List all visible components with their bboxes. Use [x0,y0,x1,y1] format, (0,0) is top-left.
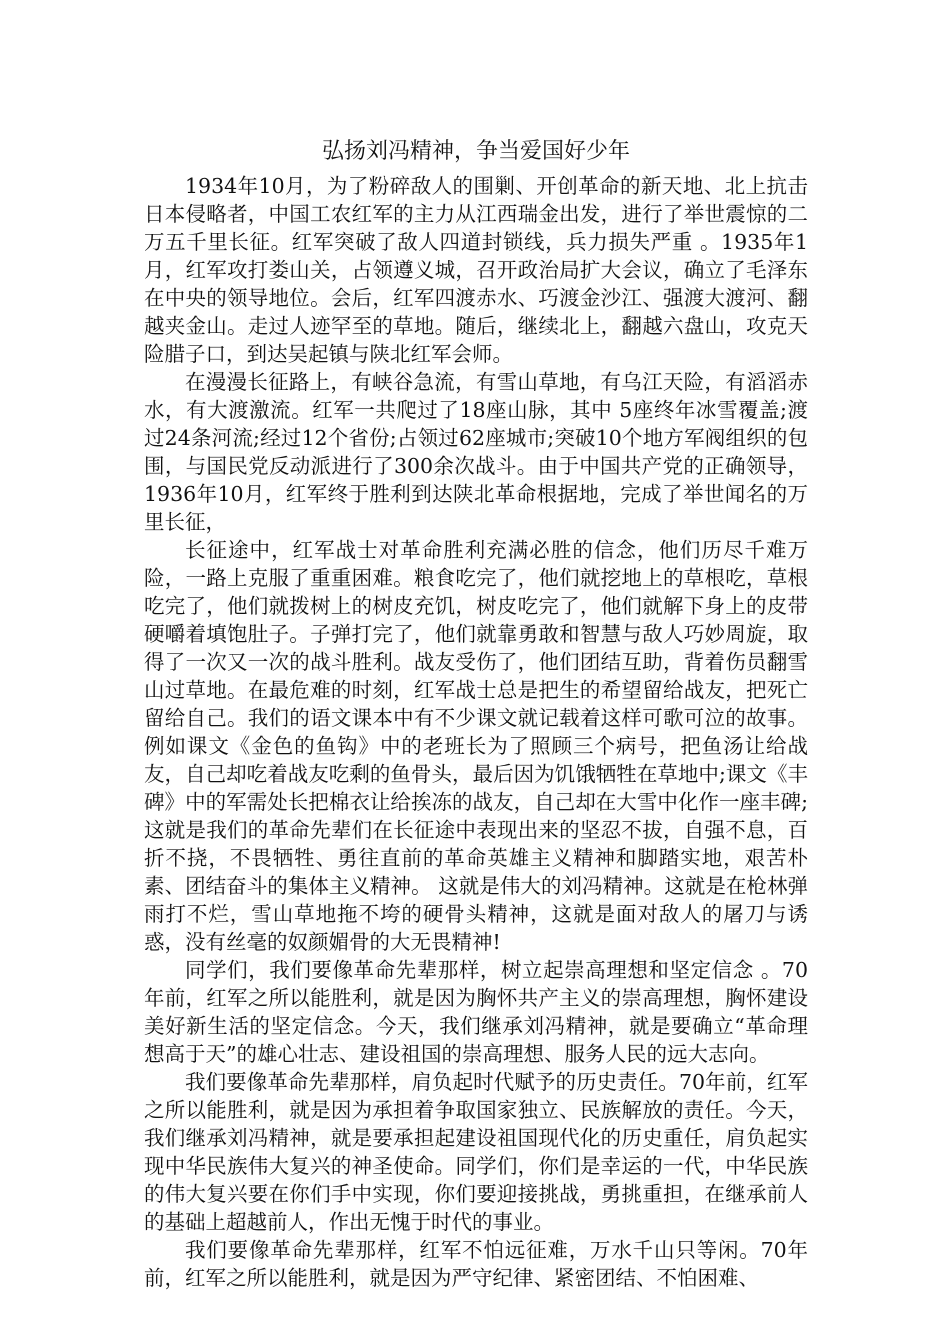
paragraph-6: 我们要像革命先辈那样，红军不怕远征难，万水千山只等闲。70年前，红军之所以能胜利，就是因为严守纪律、紧密团结、不怕困难、 [144,1238,808,1290]
paragraph-3: 长征途中，红军战士对革命胜利充满必胜的信念，他们历尽千难万险，一路上克服了重重困难。粮食吃完了，他们就挖地上的草根吃，草根吃完了，他们就拨树上的树皮充饥，树皮吃完了，他们就解下身上的皮带硬嚼着填饱肚子。子弹打完了，他们就靠勇敢和智慧与敌人巧妙周旋，取得了一次又一次的战斗胜利。战友受伤了，他们团结互助，背着伤员翻雪山过草地。在最危难的时刻，红军战士总是把生的希望留给战友，把死亡留给自己。我们的语文课本中有不少课文就记载着这样可歌可泣的故事。例如课文《金色的鱼钩》中的老班长为了照顾三个病号，把鱼汤让给战友，自己却吃着战友吃剩的鱼骨头，最后因为饥饿牺牲在草地中;课文《丰碑》中的军需处长把棉衣让给挨冻的战友，自己却在大雪中化作一座丰碑;这就是我们的革命先辈们在长征途中表现出来的坚忍不拔，自强不息，百折不挠，不畏牺牲、勇往直前的革命英雄主义精神和脚踏实地，艰苦朴素、团结奋斗的集体主义精神。 这就是伟大的刘冯精神。这就是在枪林弹雨打不烂，雪山草地拖不垮的硬骨头精神，这就是面对敌人的屠刀与诱惑，没有丝毫的奴颜媚骨的大无畏精神! [144,538,808,954]
paragraph-1: 1934年10月，为了粉碎敌人的围剿、开创革命的新天地、北上抗击日本侵略者，中国工农红军的主力从江西瑞金出发，进行了举世震惊的二万五千里长征。红军突破了敌人四道封锁线，兵力损失严重 。1935年1月，红军攻打娄山关，占领遵义城，召开政治局扩大会议，确立了毛泽东在中央的领导地位。会后，红军四渡赤水、巧渡金沙江、强渡大渡河、翻越夹金山。走过人迹罕至的草地。随后，继续北上，翻越六盘山，攻克天险腊子口，到达吴起镇与陕北红军会师。 [144,174,808,366]
document-title: 弘扬刘冯精神，争当爱国好少年 [321,139,630,164]
document-page [144,132,808,1292]
paragraph-2: 在漫漫长征路上，有峡谷急流，有雪山草地，有乌江天险，有滔滔赤水，有大渡激流。红军一共爬过了18座山脉，其中 5座终年冰雪覆盖;渡过24条河流;经过12个省份;占领过62座城市;突破10个地方军阀组织的包围，与国民党反动派进行了300余次战斗。由于中国共产党的正确领导，1936年10月，红军终于胜利到达陕北革命根据地，完成了举世闻名的万里长征， [144,370,808,534]
paragraph-5: 我们要像革命先辈那样，肩负起时代赋予的历史责任。70年前，红军之所以能胜利，就是因为承担着争取国家独立、民族解放的责任。今天，我们继承刘冯精神，就是要承担起建设祖国现代化的历史重任，肩负起实现中华民族伟大复兴的神圣使命。同学们，你们是幸运的一代，中华民族的伟大复兴要在你们手中实现，你们要迎接挑战，勇挑重担，在继承前人的基础上超越前人，作出无愧于时代的事业。 [144,1070,808,1234]
paragraph-4: 同学们，我们要像革命先辈那样，树立起崇高理想和坚定信念 。70年前，红军之所以能胜利，就是因为胸怀共产主义的崇高理想，胸怀建设美好新生活的坚定信念。今天，我们继承刘冯精神，就是要确立“革命理想高于天”的雄心壮志、建设祖国的崇高理想、服务人民的远大志向。 [144,958,808,1066]
